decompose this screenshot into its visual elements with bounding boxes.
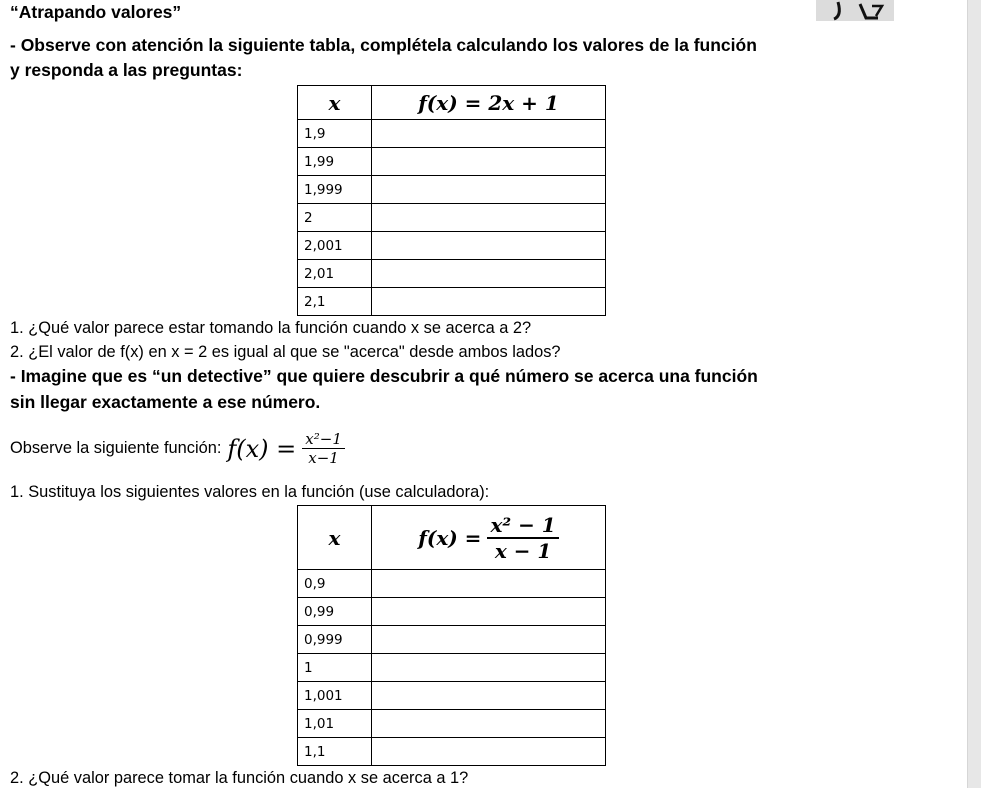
table-row [298,176,606,204]
vertical-scrollbar[interactable] [967,0,981,788]
table-row [298,204,606,232]
decorative-image [816,0,894,21]
instruction-2-line-1: - Imagine que es “un detective” que quiere descubrir a qué número se acerca una función [10,366,758,386]
table-row [298,232,606,260]
table-row [298,626,606,654]
table2-fx-denominator: x − 1 [494,538,552,563]
table-row [298,260,606,288]
table-row [298,710,606,738]
table2-header-fx [372,506,606,570]
x-value-cell: 2,1 [298,288,372,316]
step-1: 1. Sustituya los siguientes valores en la función (use calculadora): [10,483,490,501]
instruction-line-1: - Observe con atención la siguiente tabla, complétela calculando los valores de la función [10,35,757,55]
question-1: 1. ¿Qué valor parece estar tomando la función cuando x se acerca a 2? [10,319,532,337]
table-row [298,570,606,598]
function-definition [10,430,345,467]
x-value-cell: 2,001 [298,232,372,260]
instruction-line-2: y responda a las preguntas: [10,60,243,80]
x-value-cell: 1 [298,654,372,682]
table-row [298,682,606,710]
x-value-cell: 2 [298,204,372,232]
fx-answer-cell[interactable] [372,570,606,598]
table2-fx-fraction [487,513,558,563]
table1-header-fx: f(x) = 2x + 1 [372,86,606,120]
table1-header-x: x [298,86,372,120]
table-row [298,120,606,148]
fx-answer-cell[interactable] [372,120,606,148]
x-value-cell: 1,1 [298,738,372,766]
observe-label: Observe la siguiente función: [10,439,222,457]
fx-answer-cell[interactable] [372,176,606,204]
x-value-cell: 0,9 [298,570,372,598]
fx-answer-cell[interactable] [372,232,606,260]
page-heading: “Atrapando valores” [10,2,182,22]
x-value-cell: 1,99 [298,148,372,176]
table-row [298,148,606,176]
fx-answer-cell[interactable] [372,598,606,626]
values-table-1 [297,85,606,316]
fx-answer-cell[interactable] [372,148,606,176]
x-value-cell: 0,999 [298,626,372,654]
function-lhs: f(x) = [227,434,297,463]
table2-fx-numerator: x² − 1 [487,513,558,539]
fx-answer-cell[interactable] [372,710,606,738]
function-numerator: x²−1 [302,430,345,449]
function-denominator: x−1 [308,449,339,467]
fx-answer-cell[interactable] [372,738,606,766]
table-row [298,598,606,626]
fx-answer-cell[interactable] [372,626,606,654]
fx-answer-cell[interactable] [372,260,606,288]
fx-answer-cell[interactable] [372,288,606,316]
x-value-cell: 1,9 [298,120,372,148]
table-row [298,288,606,316]
x-value-cell: 1,001 [298,682,372,710]
fx-answer-cell[interactable] [372,654,606,682]
values-table-2 [297,505,606,766]
table-row [298,738,606,766]
table2-header-x: x [298,506,372,570]
question-2: 2. ¿El valor de f(x) en x = 2 es igual al que se "acerca" desde ambos lados? [10,343,561,361]
function-fraction [302,430,345,467]
table-row [298,654,606,682]
fx-answer-cell[interactable] [372,204,606,232]
instruction-2-line-2: sin llegar exactamente a ese número. [10,392,321,412]
x-value-cell: 1,01 [298,710,372,738]
x-value-cell: 1,999 [298,176,372,204]
fx-answer-cell[interactable] [372,682,606,710]
table2-fx-lhs: f(x) = [418,525,482,550]
step-2: 2. ¿Qué valor parece tomar la función cuando x se acerca a 1? [10,769,469,787]
x-value-cell: 0,99 [298,598,372,626]
x-value-cell: 2,01 [298,260,372,288]
